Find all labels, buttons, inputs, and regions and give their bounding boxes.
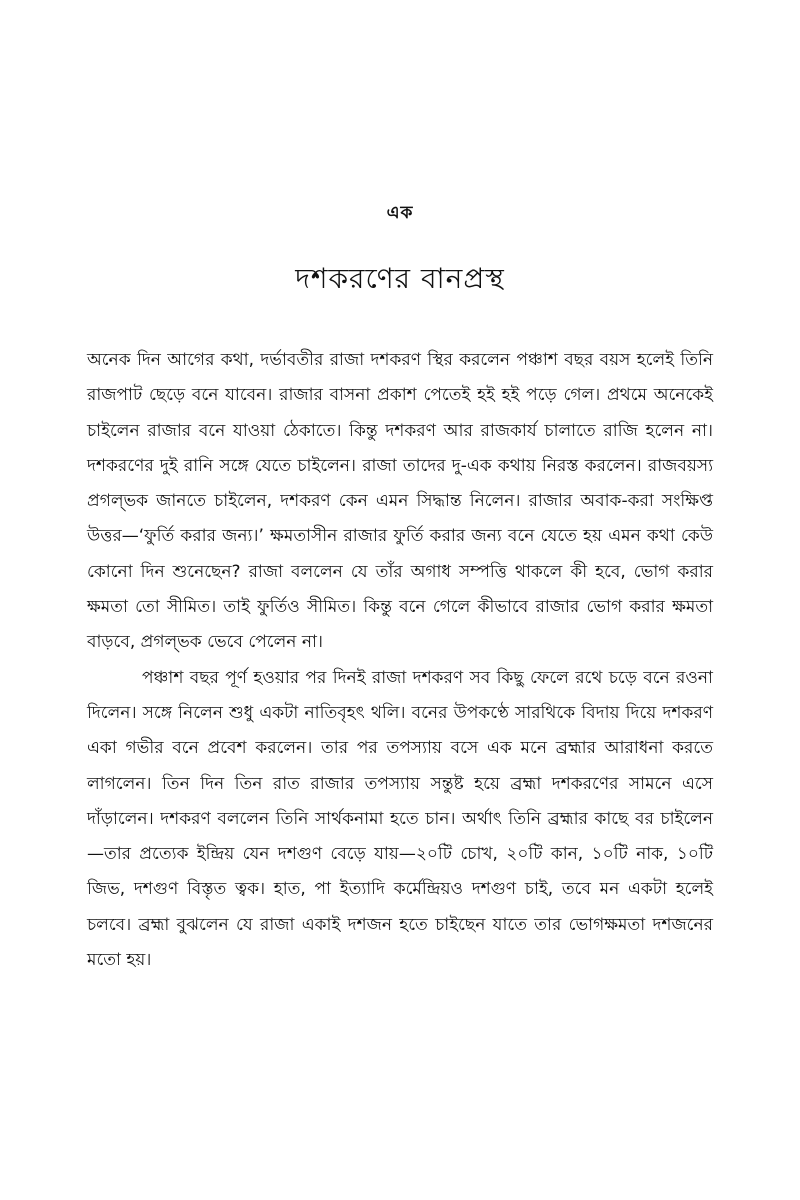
chapter-number: এক	[386, 203, 414, 223]
paragraph-2: পঞ্চাশ বছর পূর্ণ হওয়ার পর দিনই রাজা দশকরণ সব কিছু ফেলে রথে চড়ে বনে রওনা দিলেন। সঙ্গে নিলেন শুধু একটা নাতিবৃহৎ থলি। বনের উপকণ্ঠে সারথিকে বিদায় দিয়ে দশকরণ একা গভীর বনে প্রবেশ করলেন। তার পর তপস্যায় বসে এক মনে ব্রহ্মার আরাধনা করতে লাগলেন। তিন দিন তিন রাত রাজার তপস্যায় সন্তুষ্ট হয়ে ব্রহ্মা দশকরণের সামনে এসে দাঁড়ালেন। দশকরণ বললেন তিনি সার্থকনামা হতে চান। অর্থাৎ তিনি ব্রহ্মার কাছে বর চাইলেন—তার প্রত্যেক ইন্দ্রিয় যেন দশগুণ বেড়ে যায়—২০টি চোখ, ২০টি কান, ১০টি নাক, ১০টি জিভ, দশগুণ বিস্তৃত ত্বক। হাত, পা ইত্যাদি কর্মেন্দ্রিয়ও দশগুণ চাই, তবে মন একটা হলেই চলবে। ব্রহ্মা বুঝলেন যে রাজা একাই দশজন হতে চাইছেন যাতে তার ভোগক্ষমতা দশজনের মতো হয়।	[87, 667, 713, 971]
paragraph-1: অনেক দিন আগের কথা, দর্ভাবতীর রাজা দশকরণ স্থির করলেন পঞ্চাশ বছর বয়স হলেই তিনি রাজপাট ছেড়ে বনে যাবেন। রাজার বাসনা প্রকাশ পেতেই হই হই পড়ে গেল। প্রথমে অনেকেই চাইলেন রাজার বনে যাওয়া ঠেকাতে। কিন্তু দশকরণ আর রাজকার্য চালাতে রাজি হলেন না। দশকরণের দুই রানি সঙ্গে যেতে চাইলেন। রাজা তাদের দু-এক কথায় নিরস্ত করলেন। রাজবয়স্য প্রগল্‌ভক জানতে চাইলেন, দশকরণ কেন এমন সিদ্ধান্ত নিলেন। রাজার অবাক-করা সংক্ষিপ্ত উত্তর—‘ফুর্তি করার জন্য।’ ক্ষমতাসীন রাজার ফুর্তি করার জন্য বনে যেতে হয় এমন কথা কেউ কোনো দিন শুনেছেন? রাজা বললেন যে তাঁর অগাধ সম্পত্তি থাকলে কী হবে, ভোগ করার ক্ষমতা তো সীমিত। তাই ফুর্তিও সীমিত। কিন্তু বনে গেলে কীভাবে রাজার ভোগ করার ক্ষমতা বাড়বে, প্রগল্‌ভক ভেবে পেলেন না।	[87, 350, 713, 653]
chapter-title: দশকরণের বানপ্রস্থ	[295, 261, 505, 295]
chapter-body	[87, 343, 713, 978]
